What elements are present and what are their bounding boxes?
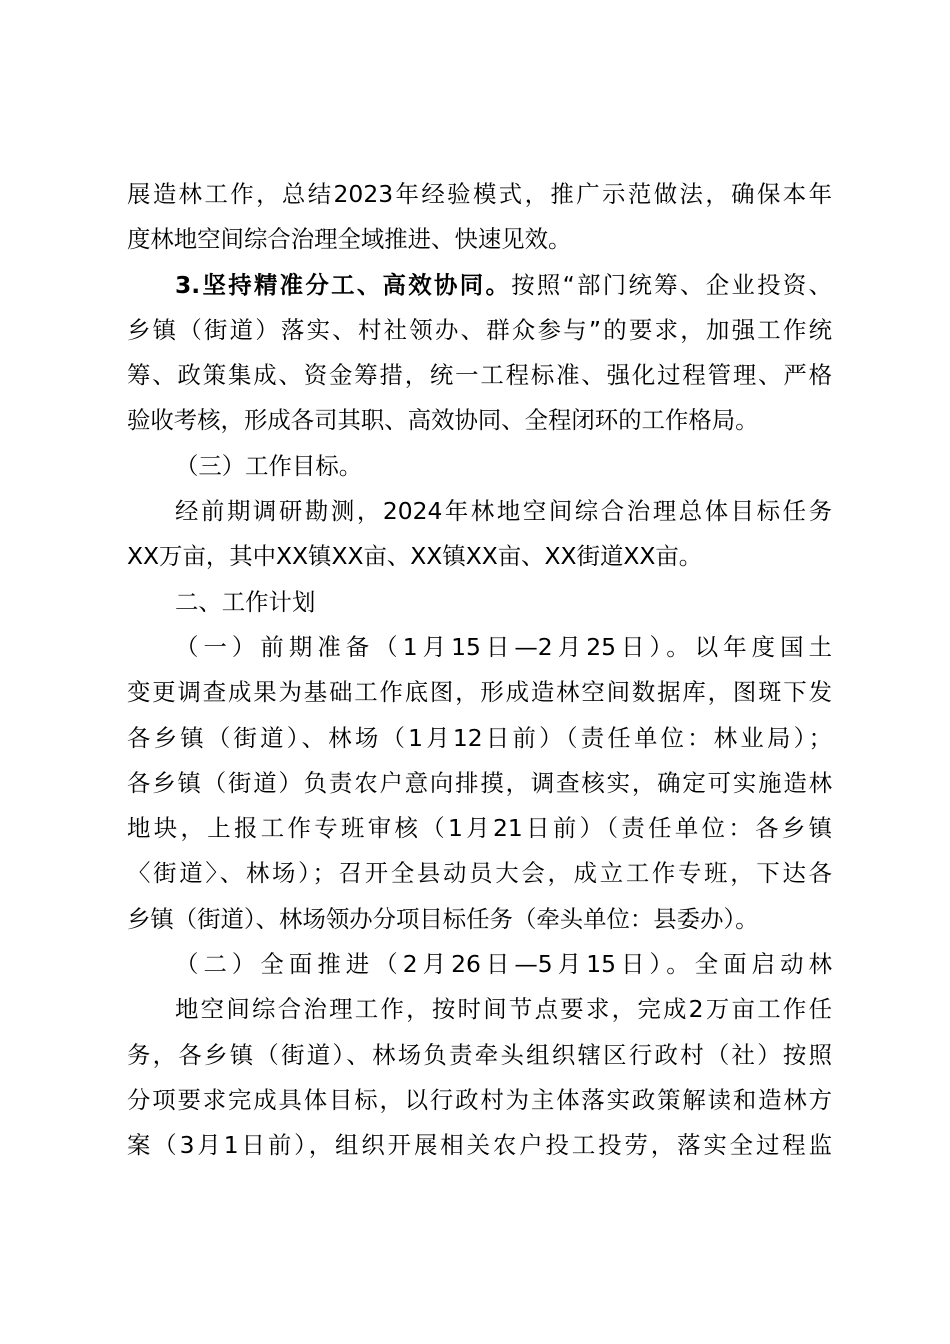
text-line: 地空间综合治理工作，按时间节点要求，完成2万亩工作任 bbox=[175, 995, 832, 1024]
text-line: （一）前期准备（1月15日—2月25日）。以年度国土 bbox=[175, 632, 832, 661]
text-line: 案（3月1日前），组织开展相关农户投工投劳，落实全过程监 bbox=[127, 1131, 832, 1160]
text-line: 乡镇（街道）落实、村社领办、群众参与”的要求，加强工作统 bbox=[127, 315, 832, 344]
text-line: 各乡镇（街道）、林场（1月12日前）（责任单位：林业局）； bbox=[127, 723, 832, 752]
text-line: 分项要求完成具体目标，以行政村为主体落实政策解读和造林方 bbox=[127, 1085, 832, 1114]
section-heading: （三）工作目标。 bbox=[175, 451, 363, 480]
text-line: 筹、政策集成、资金筹措，统一工程标准、强化过程管理、严格 bbox=[127, 361, 832, 390]
document-page bbox=[127, 172, 832, 1169]
text-line: 地块，上报工作专班审核（1月21日前）（责任单位：各乡镇 bbox=[127, 814, 832, 843]
text-line: 展造林工作，总结2023年经验模式，推广示范做法，确保本年 bbox=[127, 180, 832, 208]
text-line: XX万亩，其中XX镇XX亩、XX镇XX亩、XX街道XX亩。 bbox=[127, 542, 703, 571]
section-heading: 二、工作计划 bbox=[175, 587, 316, 616]
text-line: （二）全面推进（2月26日—5月15日）。全面启动林 bbox=[175, 950, 832, 979]
text-line: 验收考核，形成各司其职、高效协同、全程闭环的工作格局。 bbox=[127, 406, 759, 435]
section-heading: 3.坚持精准分工、高效协同。 bbox=[175, 270, 512, 299]
text-line: 务，各乡镇（街道）、林场负责牵头组织辖区行政村（社）按照 bbox=[127, 1040, 832, 1069]
text-run: 按照“部门统筹、企业投资、 bbox=[511, 270, 832, 299]
text-line: 度林地空间综合治理全域推进、快速见效。 bbox=[127, 225, 572, 254]
text-line: 乡镇（街道）、林场领办分项目标任务（牵头单位：县委办）。 bbox=[127, 904, 759, 933]
text-line: 变更调查成果为基础工作底图，形成造林空间数据库，图斑下发 bbox=[127, 678, 832, 707]
text-line bbox=[127, 263, 832, 308]
text-line: 经前期调研勘测，2024年林地空间综合治理总体目标任务 bbox=[175, 497, 832, 526]
text-line: 各乡镇（街道）负责农户意向排摸，调查核实，确定可实施造林 bbox=[127, 768, 832, 797]
text-line: 〈街道〉、林场）；召开全县动员大会，成立工作专班，下达各 bbox=[127, 859, 832, 888]
